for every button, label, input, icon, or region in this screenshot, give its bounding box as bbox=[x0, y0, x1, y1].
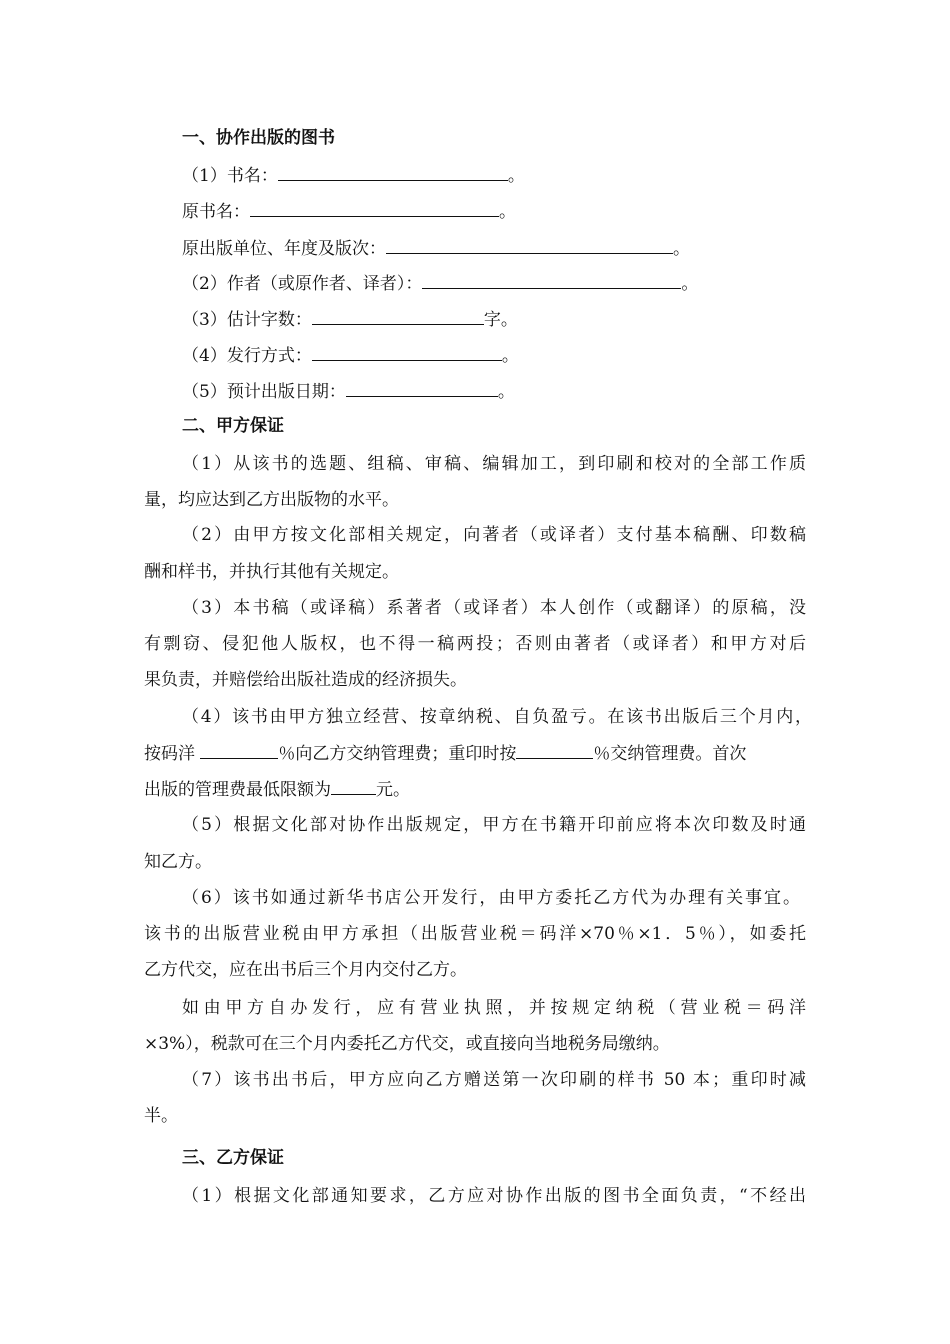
s2-p1-line1: （1）从该书的选题、组稿、审稿、编辑加工，到印刷和校对的全部工作质 bbox=[182, 454, 806, 474]
section3-heading: 三、乙方保证 bbox=[182, 1148, 284, 1168]
period: 。 bbox=[681, 274, 699, 294]
royalty-rate-blank[interactable] bbox=[200, 741, 278, 759]
s2-p3-line3: 果负责，并赔偿给出版社造成的经济损失。 bbox=[144, 670, 467, 690]
s2-p1-line2: 量，均应达到乙方出版物的水平。 bbox=[144, 490, 399, 510]
section2-heading: 二、甲方保证 bbox=[182, 416, 284, 436]
word-count-row bbox=[182, 307, 518, 331]
s2-p4-line1: （4）该书由甲方独立经营、按章纳税、自负盈亏。在该书出版后三个月内， bbox=[182, 707, 812, 727]
s2-p3-line1: （3）本书稿（或译稿）系著者（或译者）本人创作（或翻译）的原稿，没 bbox=[182, 598, 806, 618]
s2-p6-line3: 乙方代交，应在出书后三个月内交付乙方。 bbox=[144, 960, 467, 980]
word-count-unit: 字。 bbox=[483, 310, 518, 330]
period: 。 bbox=[501, 346, 519, 366]
distribution-row bbox=[182, 343, 519, 367]
s2-p6-line1: （6）该书如通过新华书店公开发行，由甲方委托乙方代为办理有关事宜。 bbox=[182, 888, 800, 908]
s2-p5-line2: 知乙方。 bbox=[144, 852, 212, 872]
s2-p7-line1: （7）该书出书后，甲方应向乙方赠送第一次印刷的样书 50 本；重印时减 bbox=[182, 1070, 806, 1090]
s2-p6-line4: 如由甲方自办发行，应有营业执照，并按规定纳税（营业税＝码洋 bbox=[182, 998, 806, 1018]
period: 。 bbox=[673, 239, 690, 259]
word-count-label: （3）估计字数： bbox=[182, 310, 312, 330]
s2-p2-line2: 酬和样书，并执行其他有关规定。 bbox=[144, 562, 399, 582]
s2-p5-line1: （5）根据文化部对协作出版规定，甲方在书籍开印前应将本次印数及时通 bbox=[182, 815, 806, 835]
original-name-blank[interactable] bbox=[250, 199, 499, 217]
period: 。 bbox=[497, 382, 515, 402]
s2-p6-line5: ×3%），税款可在三个月内委托乙方代交，或直接向当地税务局缴纳。 bbox=[144, 1034, 670, 1054]
period: 。 bbox=[507, 166, 525, 186]
s2-p2-line1: （2）由甲方按文化部相关规定，向著者（或译者）支付基本稿酬、印数稿 bbox=[182, 525, 806, 545]
s2-p4-line2: 按码洋 ％向乙方交纳管理费；重印时按 ％交纳管理费。首次 bbox=[144, 741, 746, 765]
s2-p7-line2: 半。 bbox=[144, 1106, 178, 1126]
book-name-blank[interactable] bbox=[278, 163, 508, 181]
s2-p6-line2: 该书的出版营业税由甲方承担（出版营业税＝码洋×70％×1．5％），如委托 bbox=[144, 924, 806, 944]
author-blank[interactable] bbox=[422, 271, 681, 289]
min-fee-blank[interactable] bbox=[331, 777, 376, 795]
original-publisher-blank[interactable] bbox=[386, 236, 673, 254]
publish-date-label: （5）预计出版日期： bbox=[182, 382, 346, 402]
publish-date-blank[interactable] bbox=[346, 379, 498, 397]
book-name-label: （1）书名： bbox=[182, 166, 278, 186]
period: 。 bbox=[499, 202, 516, 222]
original-publisher-label: 原出版单位、年度及版次： bbox=[182, 239, 386, 259]
publish-date-row bbox=[182, 379, 515, 403]
s3-p1-line1: （1）根据文化部通知要求，乙方应对协作出版的图书全面负责，“不经出 bbox=[182, 1186, 806, 1206]
word-count-blank[interactable] bbox=[312, 307, 484, 325]
distribution-blank[interactable] bbox=[312, 343, 502, 361]
section1-heading: 一、协作出版的图书 bbox=[182, 128, 335, 148]
s2-p3-line2: 有剽窃、侵犯他人版权，也不得一稿两投；否则由著者（或译者）和甲方对后 bbox=[144, 634, 806, 654]
original-name-label: 原书名： bbox=[182, 202, 250, 222]
author-row bbox=[182, 271, 698, 295]
distribution-label: （4）发行方式： bbox=[182, 346, 312, 366]
reprint-rate-blank[interactable] bbox=[516, 741, 593, 759]
book-name-row bbox=[182, 163, 525, 187]
author-label: （2）作者（或原作者、译者）： bbox=[182, 274, 423, 294]
original-publisher-row bbox=[182, 236, 690, 260]
original-name-row bbox=[182, 199, 516, 223]
s2-p4-line3: 出版的管理费最低限额为 元。 bbox=[144, 777, 410, 801]
